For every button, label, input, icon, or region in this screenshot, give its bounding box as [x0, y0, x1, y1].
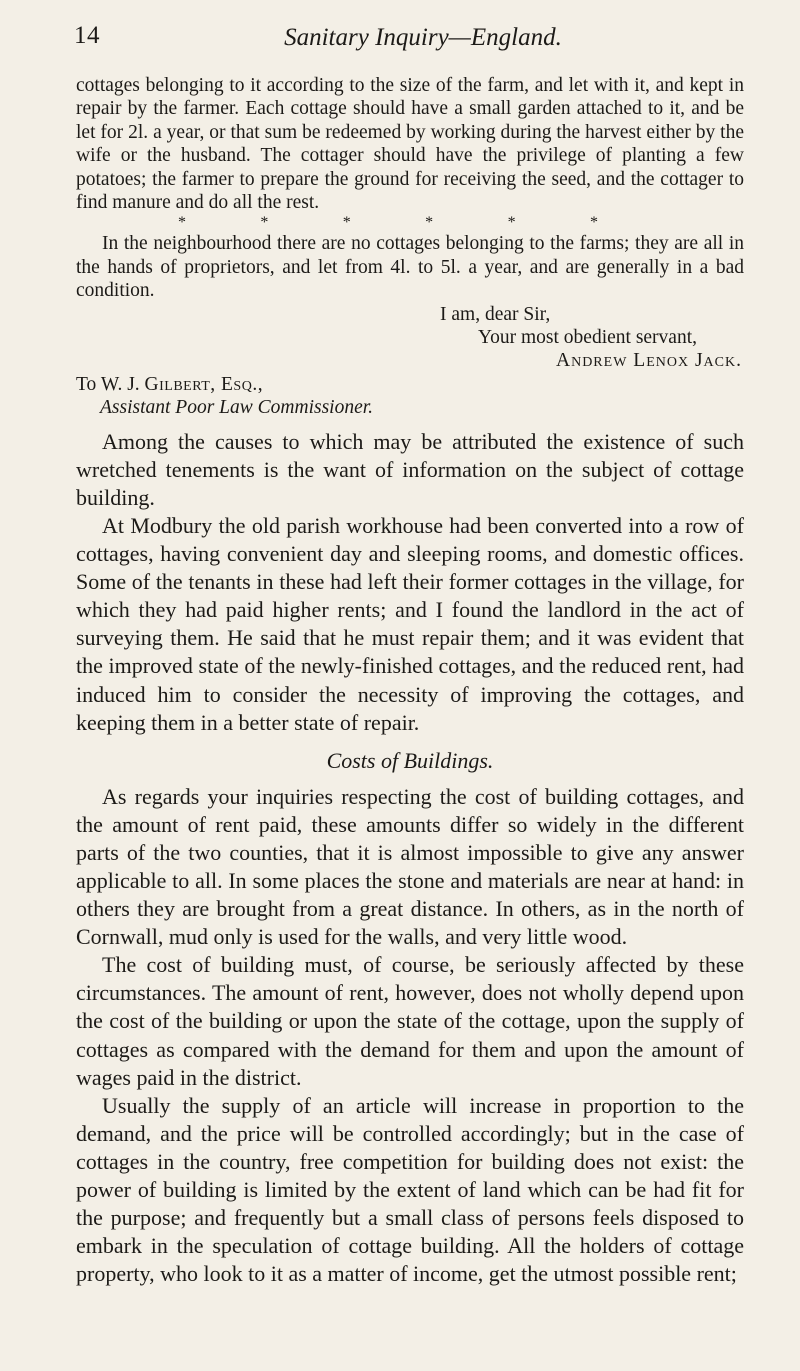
body-paragraph: The cost of building must, of course, be seriously affected by these circumstances. The amount of rent, however, does not wholly depend upon the cost of the building or upon the state of the cottage, upon the supply of cottages as compared with the demand for them and upon the amount of wages paid in the district. [76, 952, 744, 1090]
asterisk: * [178, 214, 186, 232]
running-head: Sanitary Inquiry—England. [284, 24, 562, 51]
letter-paragraph: cottages belonging to it according to the size of the farm, and let with it, and kept in repair by the farmer. Each cottage should have a small garden attached to it, and be let for 2l. a year, or that sum be redeemed by working during the harvest either by the wife or the husband. The cottager should have the privilege of planting a few potatoes; the farmer to prepare the ground for receiving the seed, and the cottager to find manure and do all the rest. [76, 75, 744, 214]
quoted-letter [76, 74, 744, 420]
asterisk: * [342, 214, 351, 232]
addressee-name: Gilbert, Esq., [144, 373, 264, 395]
section-heading: Costs of Buildings. [326, 747, 494, 773]
asterisk: * [260, 214, 269, 232]
body-paragraph: Among the causes to which may be attributed the existence of such wretched tenements is the want of information on the subject of cottage building. [76, 428, 744, 510]
asterisk: * [589, 214, 598, 232]
body-paragraph: As regards your inquiries respecting the cost of building cottages, and the amount of rent paid, these amounts differ so widely in the different parts of the two counties, that it is almost impossible to give any answer applicable to all. In some places the stone and materials are near at hand: in others they are brought from a great distance. In others, as in the north of Cornwall, mud only is used for the walls, and very little wood. [76, 783, 744, 950]
addressee-prefix: To W. J. [76, 373, 145, 395]
letter-closing: Your most obedient servant, [478, 327, 698, 349]
addressee-title: Assistant Poor Law Commissioner. [100, 397, 374, 419]
letter-salutation: I am, dear Sir, [440, 303, 551, 325]
page-header [76, 22, 744, 58]
letter-addressee [76, 373, 744, 396]
letter-signature: Andrew Lenox Jack. [556, 350, 742, 372]
asterisk: * [425, 214, 434, 232]
asterism [178, 214, 598, 232]
body-paragraph: At Modbury the old parish workhouse had been converted into a row of cottages, having convenient day and sleeping rooms, and domestic offices. Some of the tenants in these had left their former cottages in the village, for which they had paid higher rents; and I found the landlord in the act of surveying them. He said that he must repair them; and it was evident that the improved state of the newly-finished cottages, and the reduced rent, had induced him to consider the necessity of improving the cottages, and keeping them in a better state of repair. [76, 512, 744, 735]
letter-paragraph: In the neighbourhood there are no cottages belonging to the farms; they are all in the hands of proprietors, and let from 4l. to 5l. a year, and are generally in a bad condition. [76, 233, 744, 302]
asterisk: * [507, 214, 516, 232]
main-text [76, 428, 744, 1289]
page-number: 14 [74, 22, 100, 49]
body-paragraph: Usually the supply of an article will increase in proportion to the demand, and the price will be controlled accordingly; but in the case of cottages in the country, free competition for building does not exist: the power of building is limited by the extent of land which can be had fit for the purpose; and frequently but a small class of persons feels disposed to embark in the speculation of cottage building. All the holders of cottage property, who look to it as a matter of income, get the utmost possible rent; [76, 1092, 744, 1287]
